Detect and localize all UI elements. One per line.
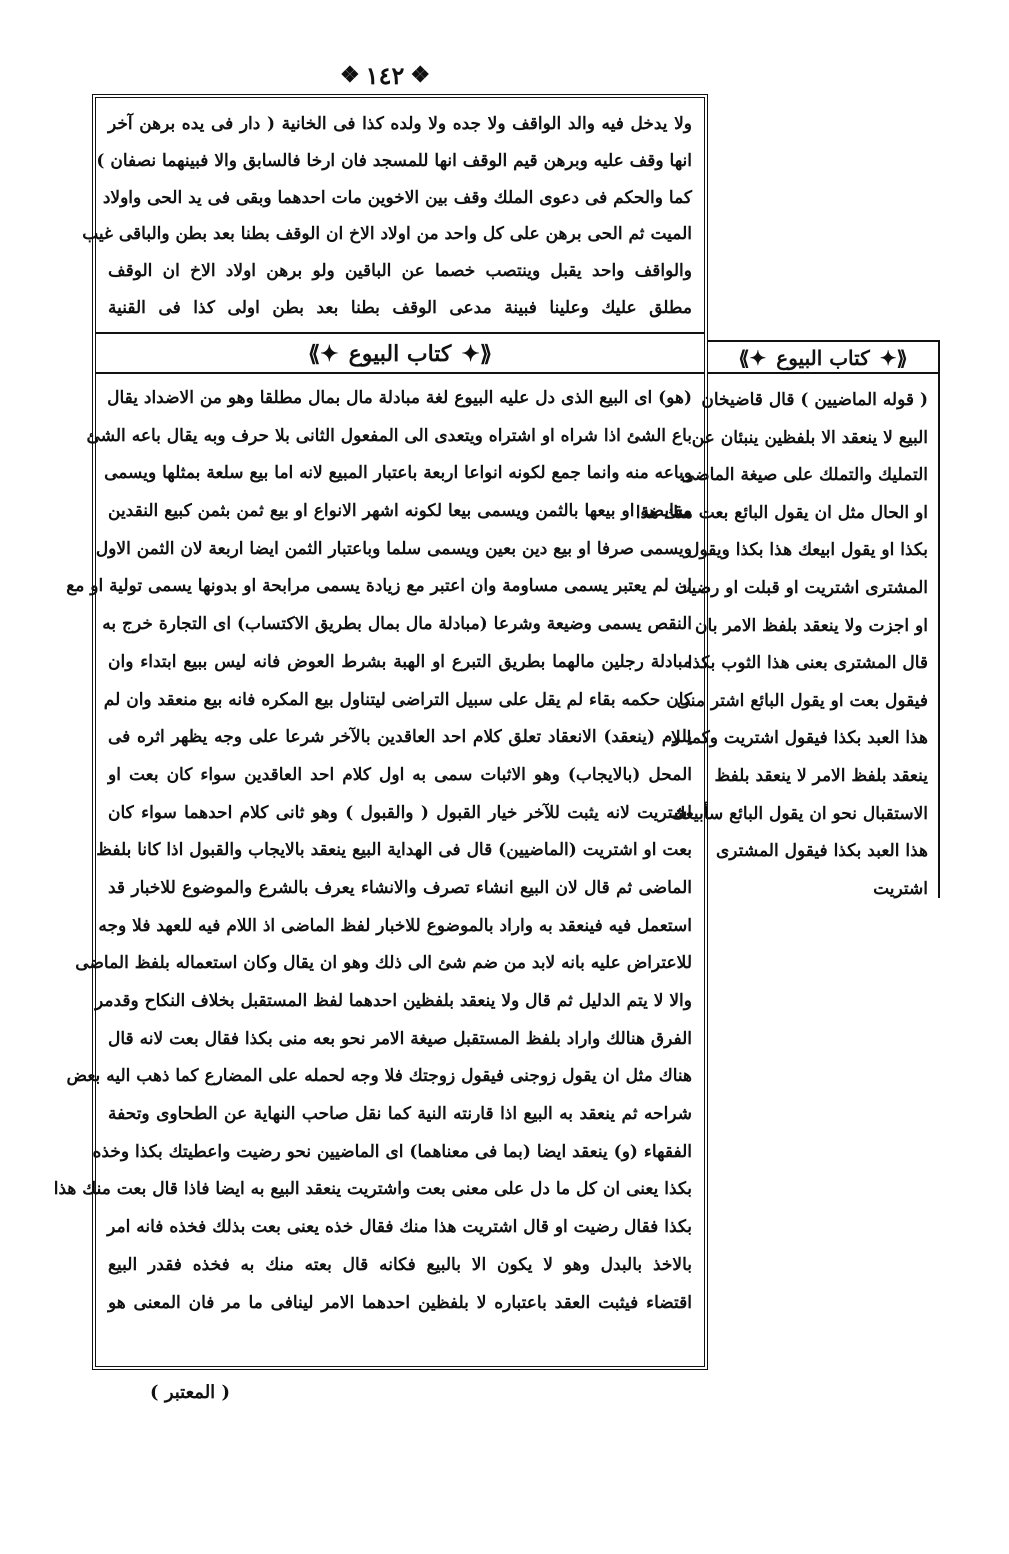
ornament-icon: ⟪✦ bbox=[879, 346, 908, 370]
text-line: يلزم (ينعقد) الانعقاد تعلق كلام احد العاقدين بالآخر شرعا على وجه يظهر اثره فى bbox=[108, 727, 692, 748]
commentary-heading bbox=[96, 336, 704, 372]
text-line: بالاخذ بالبدل وهو لا يكون الا بالبيع فكانه قال بعته منك به فخذه فقدر البيع bbox=[108, 1254, 692, 1275]
text-line: اشتريت لانه يثبت للآخر خيار القبول ( والقبول ) وهو ثانى كلام احدهما سواء كان bbox=[108, 802, 692, 823]
text-line: فيقول بعت او يقول البائع اشتر منى bbox=[676, 690, 928, 711]
commentary-body-block bbox=[53, 374, 704, 1366]
text-line: وباعه منه وانما جمع لكونه انواعا اربعة باعتبار المبيع لانه اما بيع سلعة بمثلها ويسمى bbox=[104, 463, 692, 484]
text-line: ينعقد بلفظ الامر لا ينعقد بلفظ bbox=[714, 765, 928, 786]
text-line: بكذا يعنى ان كل ما دل على معنى بعت واشتريت ينعقد البيع به ايضا فاذا قال بعت منك هذا bbox=[53, 1179, 692, 1200]
text-line: النقص يسمى وضيعة وشرعا (مبادلة مال بمال بطريق الاكتساب) اى التجارة خرج به bbox=[102, 614, 692, 635]
text-line: او اجزت ولا ينعقد بلفظ الامر بان bbox=[695, 615, 928, 636]
commentary-heading-bar bbox=[96, 336, 704, 374]
text-line: التمليك والتملك على صيغة الماضى bbox=[681, 465, 928, 486]
text-line: الاستقبال نحو ان يقول البائع سأبيعك bbox=[671, 803, 928, 824]
text-line: مبادلة رجلين مالهما بطريق التبرع او الهبة بشرط العوض فانه ليس ببيع ابتداء وان bbox=[108, 651, 692, 672]
text-line: انها وقف عليه وبرهن قيم الوقف انها للمسجد فان ارخا فالسابق والا فبينهما نصفان ) bbox=[96, 150, 692, 171]
matn-text-block bbox=[635, 374, 938, 908]
ornament-right-icon: ❖ bbox=[339, 62, 360, 88]
commentary-heading-text: كتاب البيوع bbox=[348, 341, 452, 367]
text-line: مقايضة او بيعها بالثمن ويسمى بيعا لكونه اشهر الانواع او بيع ثمن بثمن كبيع النقدين bbox=[108, 501, 692, 522]
text-line: والواقف واحد يقبل وينتصب خصما عن الباقين ولو برهن اولاد الاخ ان الوقف bbox=[108, 261, 692, 282]
text-line: اشتريت bbox=[873, 878, 928, 899]
text-line: هذا العبد بكذا فيقول اشتريت وكما لا bbox=[671, 728, 928, 749]
text-line: بكذا فقال رضيت او قال اشتريت هذا منك فقال خذه يعنى بعت بذلك فخذه فانه امر bbox=[107, 1217, 692, 1238]
matn-column bbox=[635, 340, 940, 899]
text-line: الفقهاء (و) ينعقد ايضا (بما فى معناهما) اى الماضيين نحو رضيت واعطيتك بكذا وخذه bbox=[92, 1141, 692, 1162]
matn-heading-text: كتاب البيوع bbox=[776, 346, 870, 370]
page-number bbox=[330, 60, 440, 90]
text-line: للاعتراض عليه بانه لابد من ضم شئ الى ذلك وهو ان يقال وكان استعماله بلفظ الماضى bbox=[75, 953, 692, 974]
text-line: (هو) اى البيع الذى دل عليه البيوع لغة مبادلة مال بمال مطلقا وهو من الاضداد يقال bbox=[107, 388, 692, 408]
text-line: والا لا يتم الدليل ثم قال ولا ينعقد بلفظين احدهما لفظ المستقبل بخلاف النكاح وقدمر bbox=[94, 991, 692, 1011]
ornament-left-icon: ❖ bbox=[410, 62, 431, 88]
text-line: الماضى ثم قال لان البيع انشاء تصرف والانشاء يعرف بالشرع والموضوع للاخبار قد bbox=[108, 877, 692, 898]
text-line: او الحال مثل ان يقول البائع بعت منك هذا bbox=[635, 502, 928, 523]
text-line: مطلق عليك وعلينا فبينة مدعى الوقف بطنا بعد بطن اولى كذا فى القنية bbox=[108, 297, 692, 318]
text-line: الميت ثم الحى برهن على كل واحد من اولاد الاخ ان الوقف بطنا بعد بطن والباقى غيب bbox=[82, 224, 692, 245]
text-line: ولا يدخل فيه والد الواقف ولا جده ولا ولده كذا فى الخانية ( دار فى يده برهن آخر bbox=[108, 114, 692, 134]
text-line: المشترى اشتريت او قبلت او رضيت bbox=[674, 577, 928, 598]
page-number-text: ١٤٢ bbox=[365, 60, 405, 90]
text-line: هناك مثل ان يقول زوجنى فيقول زوجتك فلا وجه لحمله على المضارع كما ذهب اليه بعض bbox=[66, 1066, 692, 1087]
text-line: ان لم يعتبر يسمى مساومة وان اعتبر مع زيادة يسمى مرابحة او بدونها يسمى تولية او مع bbox=[66, 576, 692, 597]
text-line: قال المشترى بعنى هذا الثوب بكذا bbox=[687, 653, 928, 674]
ornament-icon: ✦⟫ bbox=[738, 346, 767, 370]
text-line: ويسمى صرفا او بيع دين بعين ويسمى سلما وباعتبار الثمن ايضا اربعة لان الثمن الاول bbox=[95, 538, 692, 559]
commentary-frame bbox=[53, 94, 708, 1370]
ornament-icon: ✦⟫ bbox=[307, 341, 339, 367]
text-line: شراحه ثم ينعقد به البيع اذا قارنته النية كما نقل صاحب النهاية عن الطحاوى وتحفة bbox=[108, 1104, 692, 1125]
ornament-icon: ⟪✦ bbox=[461, 341, 493, 367]
text-line: المحل (بالايجاب) وهو الاثبات سمى به اول كلام احد العاقدين سواء كان بعت او bbox=[108, 764, 692, 785]
text-line: اقتضاء فيثبت العقد باعتباره لا بلفظين احدهما الامر لينافى ما مر فان المعنى هو bbox=[108, 1292, 692, 1313]
text-line: بكذا او يقول ابيعك هذا بكذا ويقول bbox=[687, 540, 928, 561]
text-line: كما والحكم فى دعوى الملك وقف بين الاخوين مات احدهما وبقى فى يد الحى واولاد bbox=[102, 187, 692, 208]
text-line: ( قوله الماضيين ) قال قاضيخان bbox=[701, 390, 928, 410]
matn-heading bbox=[708, 342, 938, 374]
text-line: بعت او اشتريت (الماضيين) قال فى الهداية البيع ينعقد بالايجاب والقبول اذا كانا بلفظ bbox=[96, 840, 692, 861]
matn-heading-bar bbox=[708, 340, 938, 374]
text-line: البيع لا ينعقد الا بلفظين ينبئان عن bbox=[691, 427, 928, 448]
catchword: ( المعتبر ) bbox=[150, 1382, 230, 1403]
text-line: استعمل فيه فينعقد به واراد بالموضوع للاخبار لفظ الماضى اذ اللام فيه للعهد فلا وجه bbox=[98, 915, 692, 936]
text-line: الفرق هنالك واراد بلفظ المستقبل صيغة الامر نحو بعه منى بكذا فقال بعت لانه قال bbox=[108, 1028, 692, 1049]
text-line: باع الشئ اذا شراه او اشتراه ويتعدى الى المفعول الثانى بلا حرف وبه يقال باعه الشئ bbox=[86, 425, 692, 446]
text-line: كان حكمه بقاء لم يقل على سبيل التراضى ليتناول بيع المكره فانه بيع منعقد وان لم bbox=[103, 689, 692, 710]
commentary-top-block bbox=[82, 98, 704, 334]
text-line: هذا العبد بكذا فيقول المشترى bbox=[716, 841, 928, 862]
